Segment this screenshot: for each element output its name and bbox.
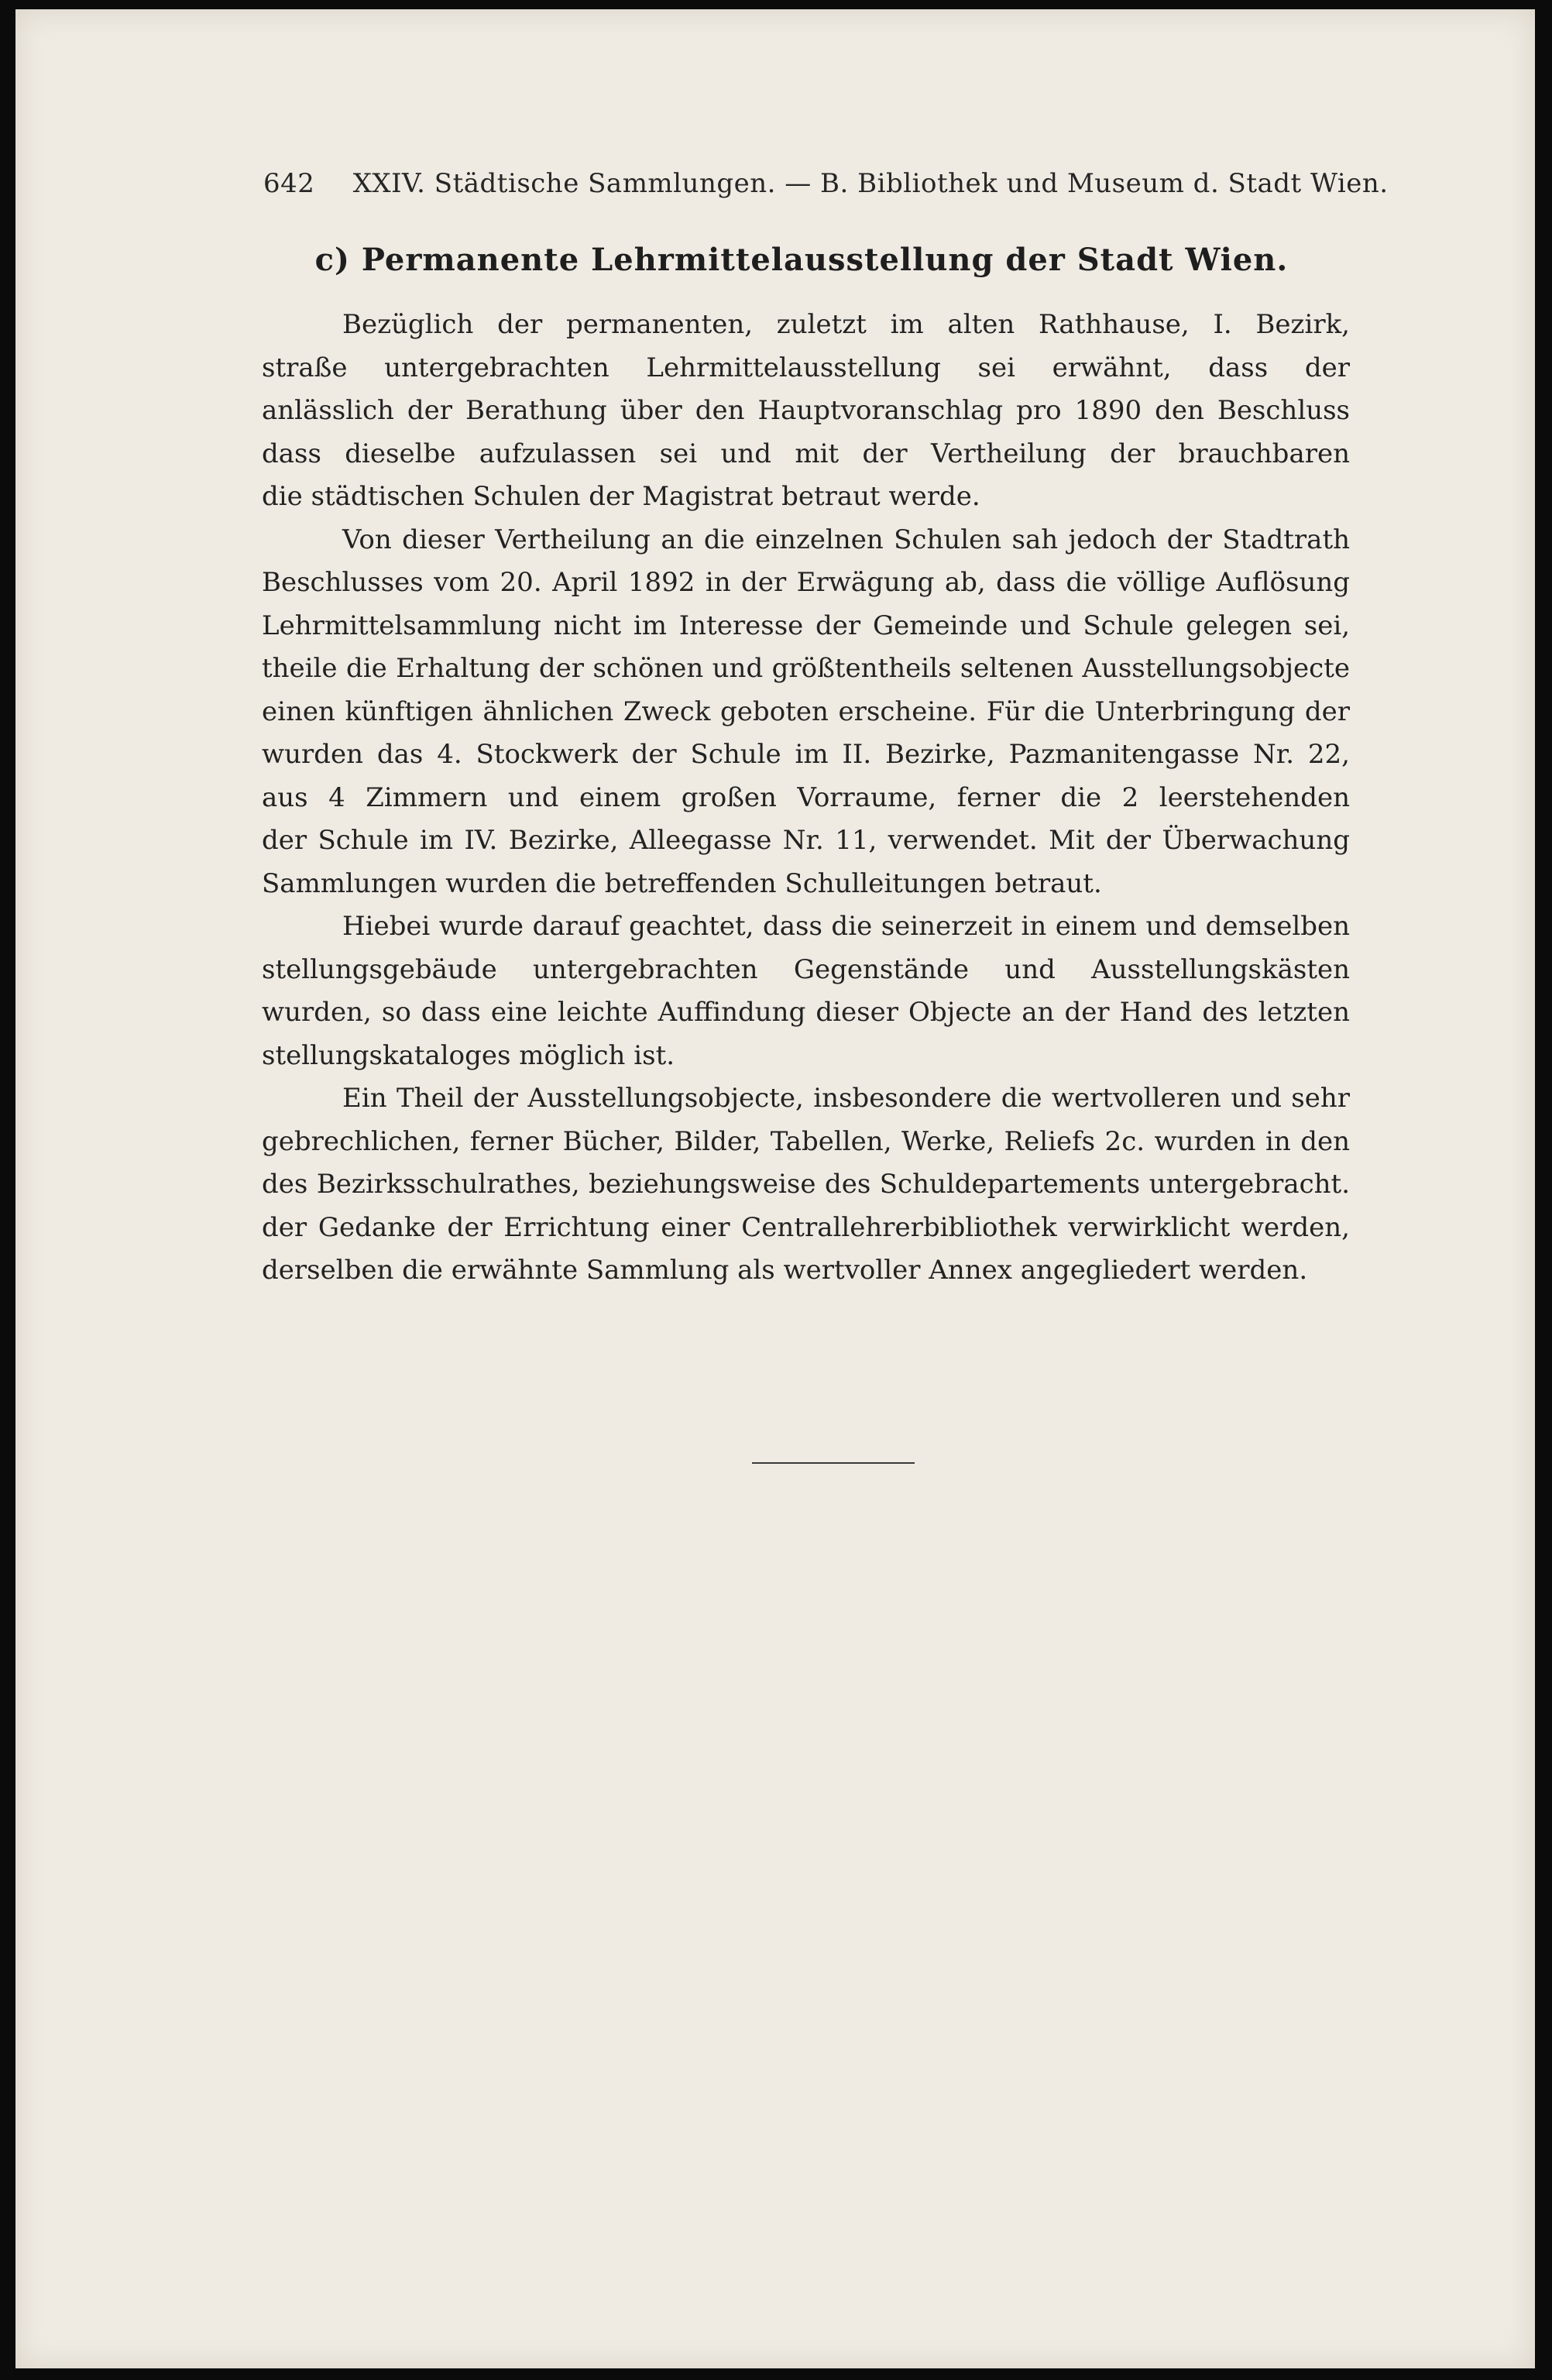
text-line: wurden, so dass eine leichte Auffindung dieser Objecte an der Hand des letzten <box>262 997 1350 1028</box>
text-line: aus 4 Zimmern und einem großen Vorraume, ferner die 2 leerstehenden <box>262 781 1350 813</box>
scanned-page <box>15 9 1535 2368</box>
text-line: stellungsgebäude untergebrachten Gegenstände und Ausstellungskästen <box>262 953 1350 985</box>
text-line: der Gedanke der Errichtung einer Centrallehrerbibliothek verwirklicht werden, <box>262 1211 1350 1243</box>
body-text <box>262 304 1350 1293</box>
page-number: 642 <box>263 168 315 199</box>
running-header <box>263 168 1389 199</box>
text-line: wurden das 4. Stockwerk der Schule im II. Bezirke, Pazmanitengasse Nr. 22, <box>262 739 1350 770</box>
text-line: der Schule im IV. Bezirke, Alleegasse Nr. 11, verwendet. Mit der Überwachung <box>262 825 1350 856</box>
text-line: Sammlungen wurden die betreffenden Schulleitungen betraut. <box>262 867 1102 899</box>
text-line: anlässlich der Berathung über den Hauptvoranschlag pro 1890 den Beschluss <box>262 395 1350 426</box>
text-line: derselben die erwähnte Sammlung als wertvoller Annex angegliedert werden. <box>262 1255 1308 1286</box>
text-line: einen künftigen ähnlichen Zweck geboten erscheine. Für die Unterbringung der <box>262 695 1350 727</box>
end-rule-divider <box>752 1462 915 1464</box>
text-line: Hiebei wurde darauf geachtet, dass die seinerzeit in einem und demselben <box>342 911 1350 942</box>
text-line: dass dieselbe aufzulassen sei und mit der Vertheilung der brauchbaren <box>262 438 1350 469</box>
text-line: gebrechlichen, ferner Bücher, Bilder, Tabellen, Werke, Reliefs 2c. wurden in den <box>262 1125 1350 1157</box>
text-line: Beschlusses vom 20. April 1892 in der Erwägung ab, dass die völlige Auflösung <box>262 567 1350 598</box>
text-line: des Bezirksschulrathes, beziehungsweise des Schuldepartements untergebracht. <box>262 1169 1350 1200</box>
text-line: Bezüglich der permanenten, zuletzt im alten Rathhause, I. Bezirk, <box>342 309 1350 340</box>
text-line: Ein Theil der Ausstellungsobjecte, insbesondere die wertvolleren und sehr <box>342 1083 1350 1114</box>
text-line: die städtischen Schulen der Magistrat betraut werde. <box>262 481 980 512</box>
text-line: Lehrmittelsammlung nicht im Interesse der Gemeinde und Schule gelegen sei, <box>262 610 1350 641</box>
text-line: straße untergebrachten Lehrmittelausstellung sei erwähnt, dass der <box>262 352 1350 383</box>
text-line: Von dieser Vertheilung an die einzelnen Schulen sah jedoch der Stadtrath <box>342 524 1350 555</box>
text-line: theile die Erhaltung der schönen und größtentheils seltenen Ausstellungsobjecte <box>262 653 1350 684</box>
section-title: c) Permanente Lehrmittelausstellung der Stadt Wien. <box>314 242 1289 278</box>
text-line: stellungskataloges möglich ist. <box>262 1039 675 1071</box>
running-title: XXIV. Städtische Sammlungen. — B. Bibliothek und Museum d. Stadt Wien. <box>352 168 1389 199</box>
